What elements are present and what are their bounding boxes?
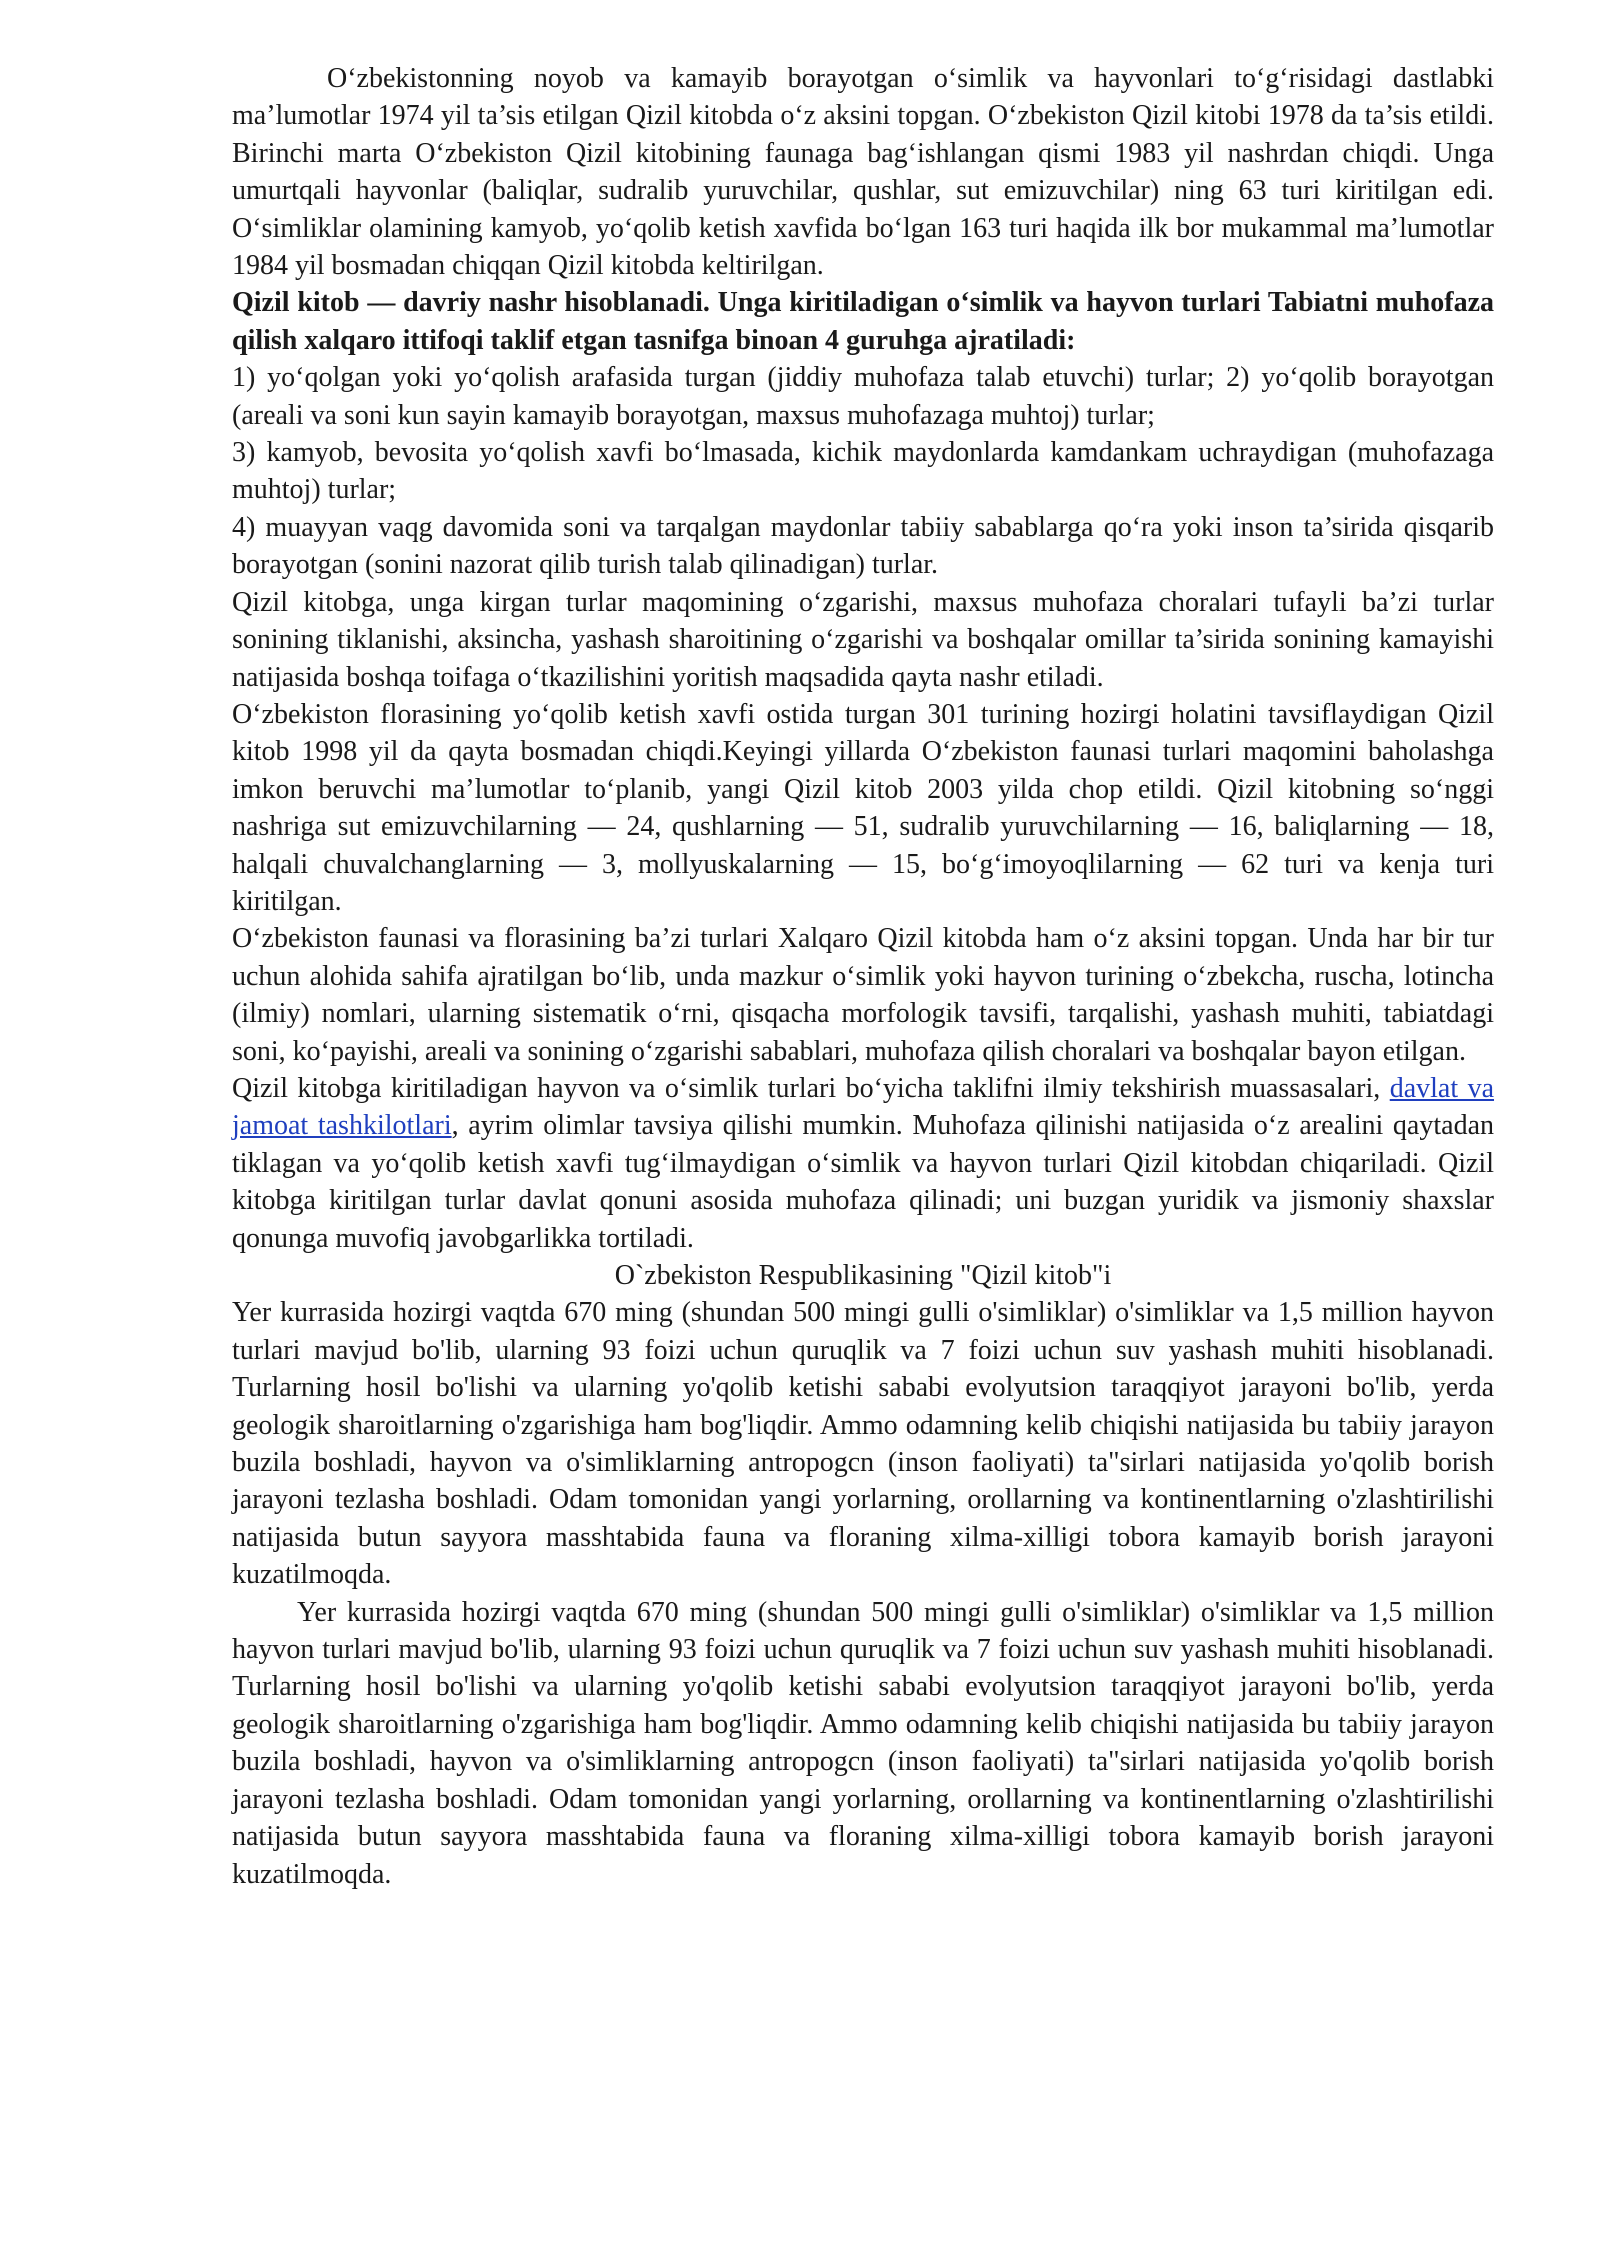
- list-item-3: 3) kamyob, bevosita yo‘qolish xavfi bo‘lmasada, kichik maydonlarda kamdankam uchraydigan (muhofazaga muhtoj) turlar;: [232, 437, 1494, 506]
- paragraph-flora-fauna: O‘zbekiston florasining yo‘qolib ketish xavfi ostida turgan 301 turining hozirgi holatini tavsiflaydigan Qizil kitob 1998 yil da qayta bosmadan chiqdi.Keyingi yillarda O‘zbekiston faunasi turlari maqomini baholashga imkon beruvchi ma’lumotlar to‘planib, yangi Qizil kitob 2003 yilda chop etildi. Qizil kitobning so‘nggi nashriga sut emizuvchilarning — 24, qushlarning — 51, sudralib yuruvchilarning — 16, baliqlarning — 18, halqali chuvalchanglarning — 3, mollyuskalarning — 15, bo‘g‘imoyoqlilarning — 62 turi va kenja turi kiritilgan.: [232, 698, 1494, 917]
- paragraph-bold-classification: Qizil kitob — davriy nashr hisoblanadi. Unga kiritiladigan o‘simlik va hayvon turlari Tabiatni muhofaza qilish xalqaro ittifoqi taklif etgan tasnifga binoan 4 guruhga ajratiladi:: [232, 287, 1494, 356]
- paragraph-earth-species-repeat: Yer kurrasida hozirgi vaqtda 670 ming (shundan 500 mingi gulli o'simliklar) o'simliklar va 1,5 million hayvon turlari mavjud bo'lib, ularning 93 foizi uchun quruqlik va 7 foizi uchun suv yashash muhiti hisoblanadi. Turlarning hosil bo'lishi va ularning yo'qolib ketishi sababi evolyutsion taraqqiyot jarayoni bo'lib, yerda geologik sharoitlarning o'zgarishiga ham bog'liqdir. Ammo odamning kelib chiqishi natijasida bu tabiiy jarayon buzila boshladi, hayvon va o'simliklarning antropogcn (inson faoliyati) ta"sirlari natijasida yo'qolib borish jarayoni tezlasha boshladi. Odam tomonidan yangi yorlarning, orollarning va kontinentlarning o'zlashtirilishi natijasida butun sayyora masshtabida fauna va floraning xilma-xilligi tobora kamayib borish jarayoni kuzatilmoqda.: [232, 1596, 1494, 1890]
- proposals-text-after: , ayrim olimlar tavsiya qilishi mumkin. Muhofaza qilinishi natijasida o‘z arealini qaytadan tiklagan va yo‘qolib ketish xavfi tug‘ilmaydigan o‘simlik va hayvon turlari Qizil kitobdan chiqariladi. Qizil kitobga kiritilgan turlar davlat qonuni asosida muhofaza qilinadi; uni buzgan yuridik va jismoniy shaxslar qonunga muvofiq javobgarlikka tortiladi.: [232, 1110, 1494, 1254]
- paragraph-intro: O‘zbekistonning noyob va kamayib borayotgan o‘simlik va hayvonlari to‘g‘risidagi dastlabki ma’lumotlar 1974 yil ta’sis etilgan Qizil kitobda o‘z aksini topgan. O‘zbekiston Qizil kitobi 1978 da ta’sis etildi. Birinchi marta O‘zbekiston Qizil kitobining faunaga bag‘ishlangan qismi 1983 yil nashrdan chiqdi. Unga umurtqali hayvonlar (baliqlar, sudralib yuruvchilar, qushlar, sut emizuvchilar) ning 63 turi kiritilgan edi. O‘simliklar olamining kamyob, yo‘qolib ketish xavfida bo‘lgan 163 turi haqida ilk bor mukammal ma’lumotlar 1984 yil bosmadan chiqqan Qizil kitobda keltirilgan.: [232, 63, 1494, 282]
- paragraph-earth-species: Yer kurrasida hozirgi vaqtda 670 ming (shundan 500 mingi gulli o'simliklar) o'simliklar va 1,5 million hayvon turlari mavjud bo'lib, ularning 93 foizi uchun quruqlik va 7 foizi uchun suv yashash muhiti hisoblanadi. Turlarning hosil bo'lishi va ularning yo'qolib ketishi sababi evolyutsion taraqqiyot jarayoni bo'lib, yerda geologik sharoitlarning o'zgarishiga ham bog'liqdir. Ammo odamning kelib chiqishi natijasida bu tabiiy jarayon buzila boshladi, hayvon va o'simliklarning antropogcn (inson faoliyati) ta"sirlari natijasida yo'qolib borish jarayoni tezlasha boshladi. Odam tomonidan yangi yorlarning, orollarning va kontinentlarning o'zlashtirilishi natijasida butun sayyora masshtabida fauna va floraning xilma-xilligi tobora kamayib borish jarayoni kuzatilmoqda.: [232, 1297, 1494, 1591]
- list-item-1-2: 1) yo‘qolgan yoki yo‘qolish arafasida turgan (jiddiy muhofaza talab etuvchi) turlar; 2) yo‘qolib borayotgan (areali va soni kun sayin kamayib borayotgan, maxsus muhofazaga muhtoj) turlar;: [232, 362, 1494, 431]
- organizations-link[interactable]: davlat va jamoat tashkilotlari: [232, 1072, 1495, 1142]
- paragraph-reissue: Qizil kitobga, unga kirgan turlar maqomining o‘zgarishi, maxsus muhofaza choralari tufayli ba’zi turlar sonining tiklanishi, aksincha, yashash sharoitining o‘zgarishi va boshqalar omillar ta’sirida sonining kamayishi natijasida boshqa toifaga o‘tkazilishini yoritish maqsadida qayta nashr etiladi.: [232, 586, 1494, 693]
- paragraph-international: O‘zbekiston faunasi va florasining ba’zi turlari Xalqaro Qizil kitobda ham o‘z aksini topgan. Unda har bir tur uchun alohida sahifa ajratilgan bo‘lib, unda mazkur o‘simlik yoki hayvon turining o‘zbekcha, ruscha, lotincha (ilmiy) nomlari, ularning sistematik o‘rni, qisqacha morfologik tavsifi, tarqalishi, yashash muhiti, tabiatdagi soni, ko‘payishi, areali va sonining o‘zgarishi sabablari, muhofaza qilish choralari va boshqalar bayon etilgan.: [232, 923, 1494, 1067]
- paragraph-proposals: [232, 1070, 1494, 1257]
- document-page: [232, 60, 1494, 1893]
- proposals-text-before: Qizil kitobga kiritiladigan hayvon va o‘simlik turlari bo‘yicha taklifni ilmiy tekshirish muassasalari,: [232, 1072, 1390, 1104]
- list-item-4: 4) muayyan vaqg davomida soni va tarqalgan maydonlar tabiiy sabablarga qo‘ra yoki inson ta’sirida qisqarib borayotgan (sonini nazorat qilib turish talab qilinadigan) turlar.: [232, 511, 1494, 581]
- section-heading: O`zbekiston Respublikasining "Qizil kitob"i: [614, 1260, 1112, 1291]
